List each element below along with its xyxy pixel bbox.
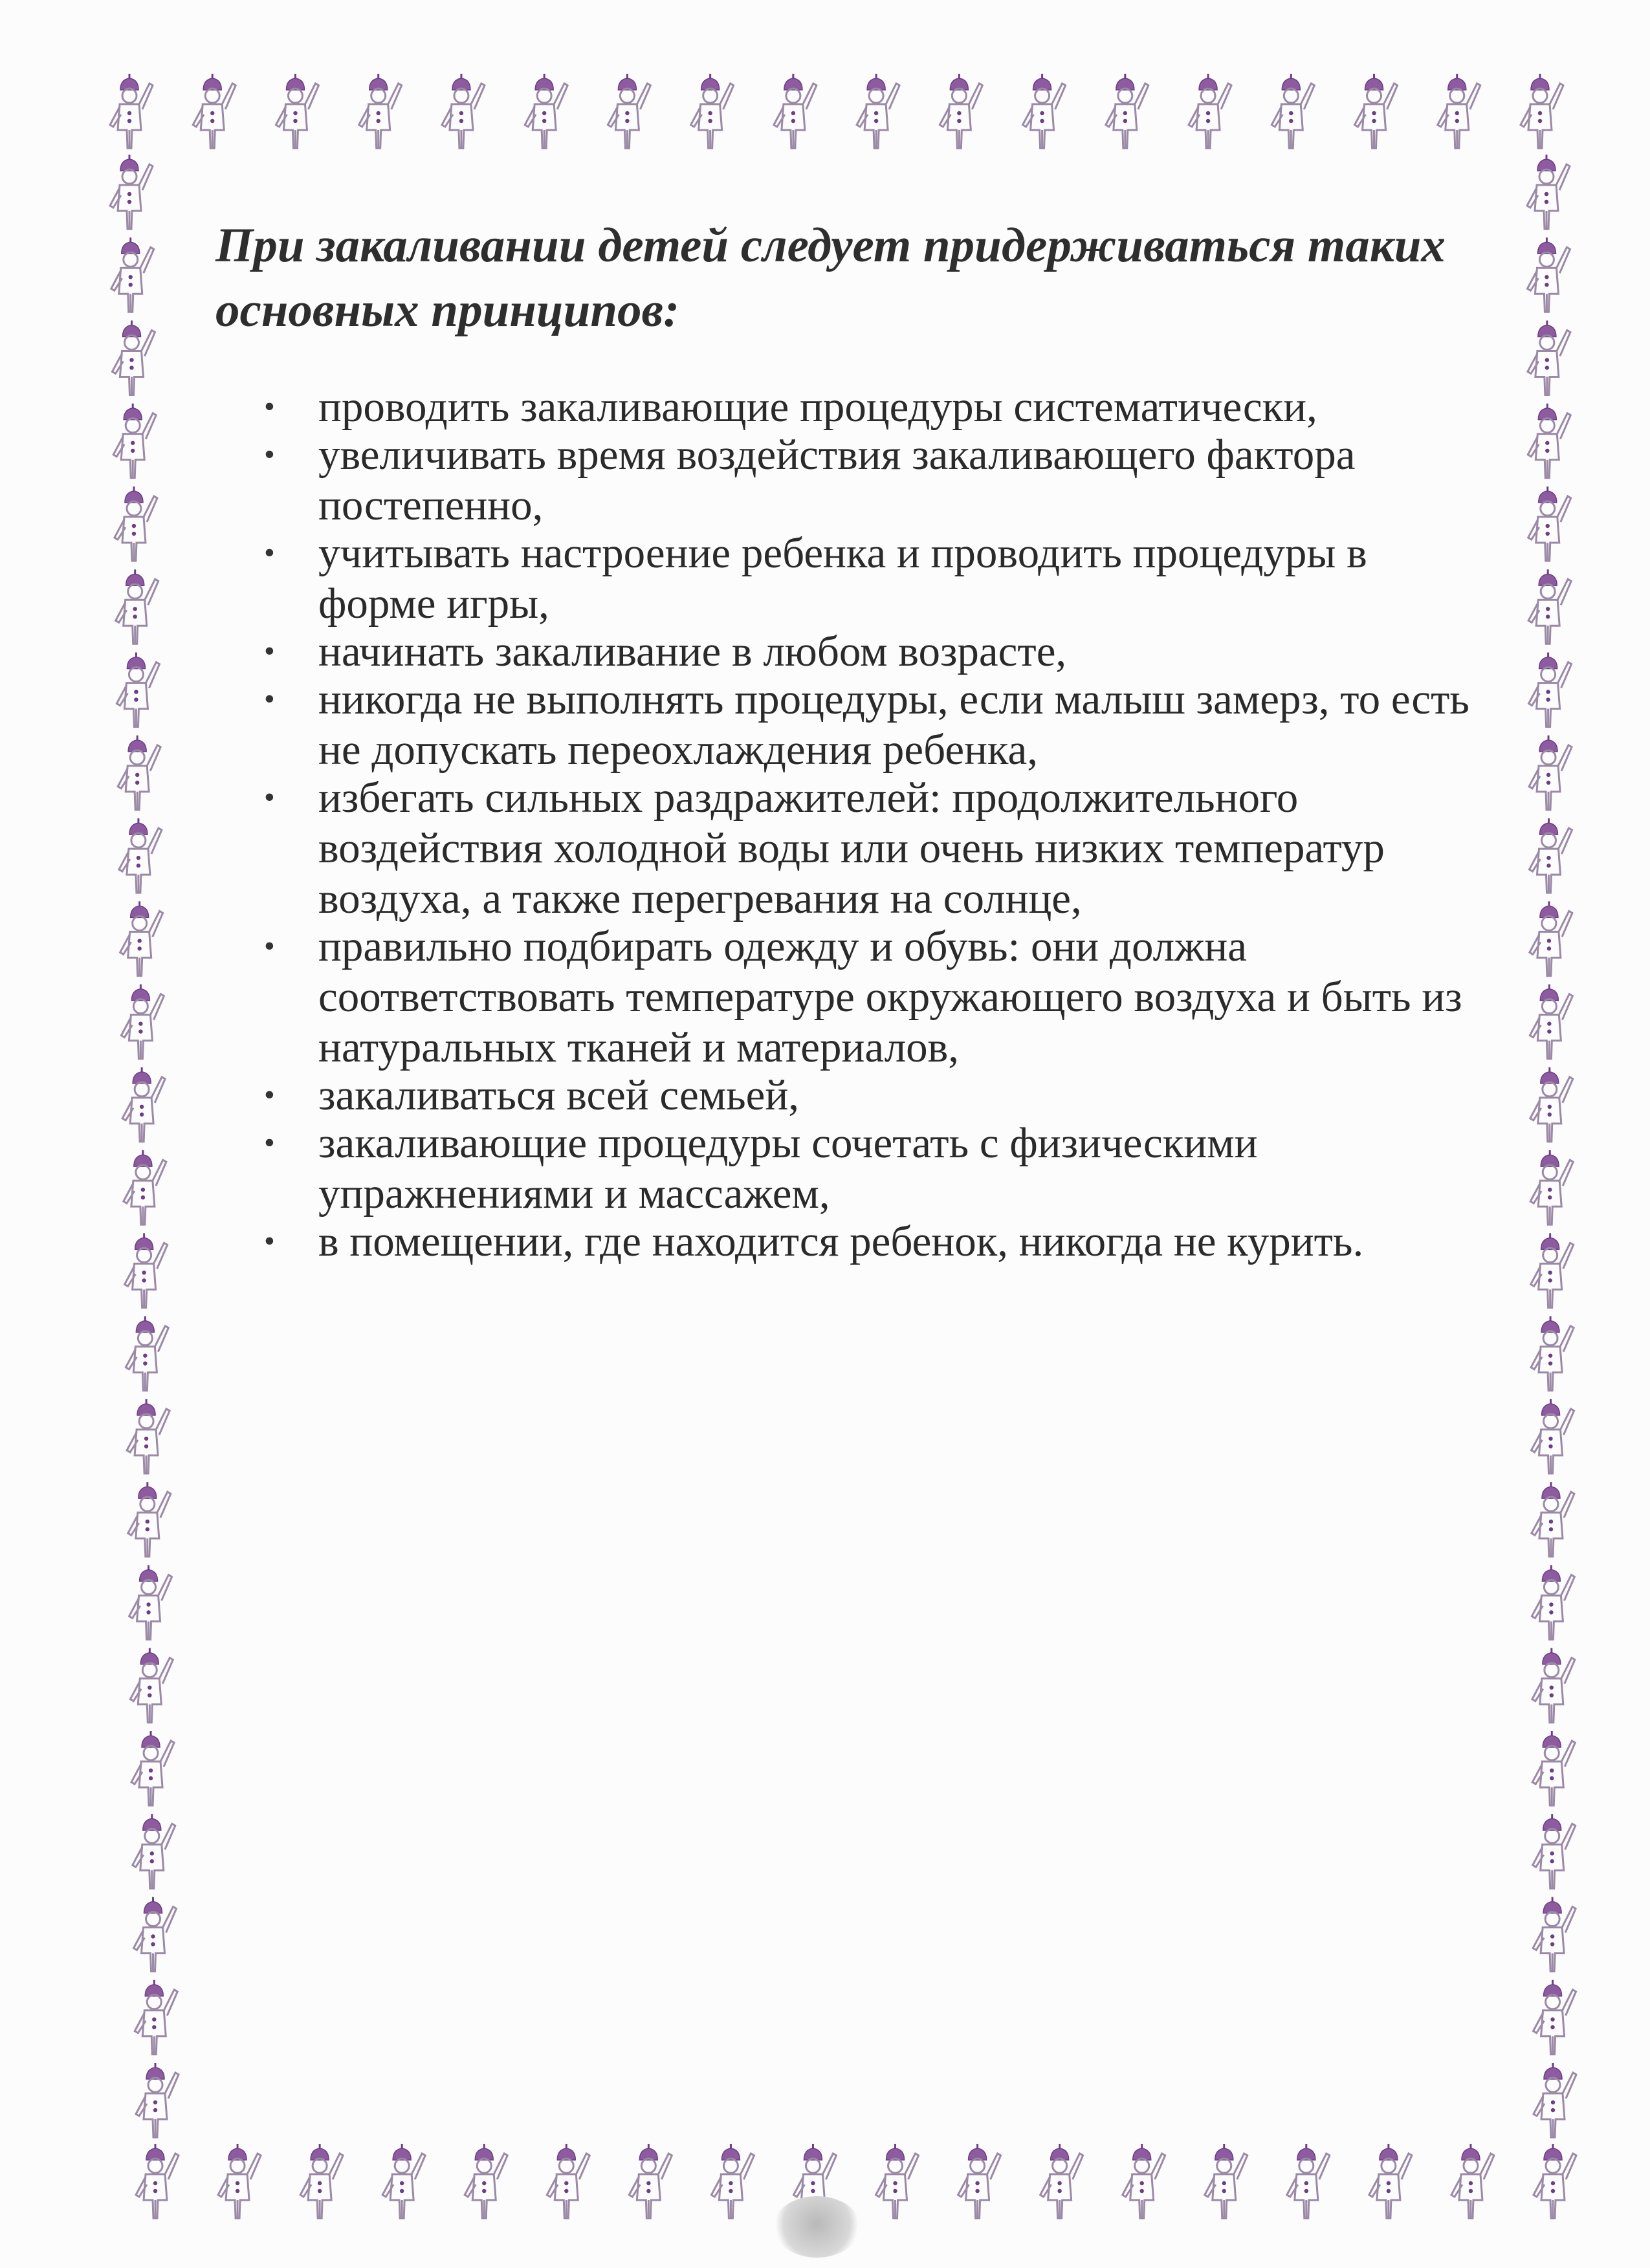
child-waving-icon: [1529, 736, 1572, 810]
child-waving-icon: [1527, 155, 1570, 229]
child-waving-icon: [382, 2144, 425, 2218]
child-waving-icon: [113, 404, 156, 478]
list-item: [259, 1216, 1475, 1267]
child-waving-icon: [1438, 74, 1480, 148]
child-waving-icon: [1528, 569, 1571, 644]
child-waving-icon: [1287, 2144, 1330, 2218]
child-waving-icon: [1189, 74, 1231, 148]
child-waving-icon: [1532, 1399, 1574, 1474]
child-waving-icon: [1534, 1980, 1576, 2055]
child-waving-icon: [1532, 1731, 1575, 1805]
bullet-icon: •: [264, 1224, 275, 1258]
child-waving-icon: [1534, 2144, 1576, 2218]
child-waving-icon: [876, 2144, 919, 2218]
bullet-icon: •: [264, 634, 275, 668]
child-waving-icon: [115, 486, 157, 561]
list-item-text: проводить закаливающие процедуры систематически,: [318, 383, 1317, 431]
child-waving-icon: [193, 74, 236, 148]
child-waving-icon: [1040, 2144, 1083, 2218]
child-waving-icon: [1528, 404, 1570, 478]
child-waving-icon: [122, 1067, 165, 1142]
child-waving-icon: [547, 2144, 589, 2218]
list-item: [259, 1070, 1475, 1120]
child-waving-icon: [119, 818, 162, 893]
list-item: [259, 674, 1475, 775]
list-item: [259, 772, 1475, 924]
child-waving-icon: [1530, 1067, 1573, 1142]
bullet-icon: •: [264, 1078, 275, 1112]
child-waving-icon: [218, 2144, 261, 2218]
child-waving-icon: [118, 736, 160, 810]
child-waving-icon: [1529, 653, 1572, 727]
child-waving-icon: [958, 2144, 1001, 2218]
child-waving-icon: [1530, 901, 1572, 976]
child-waving-icon: [1531, 1233, 1574, 1307]
child-waving-icon: [126, 1316, 168, 1391]
child-waving-icon: [110, 74, 153, 148]
list-item-text: правильно подбирать одежду и обувь: они должна соответствовать температуре окружающего воздуха и быть из натуральных тканей и материалов,: [318, 922, 1462, 1071]
bullet-icon: •: [264, 1126, 275, 1160]
child-waving-icon: [1529, 818, 1572, 893]
child-waving-icon: [940, 74, 982, 148]
scan-smudge: [773, 2196, 861, 2258]
child-waving-icon: [136, 2063, 179, 2137]
child-waving-icon: [124, 1150, 166, 1225]
list-item: [259, 1118, 1475, 1219]
child-waving-icon: [1528, 321, 1570, 395]
child-waving-icon: [125, 1233, 168, 1307]
list-item-text: в помещении, где находится ребенок, никогда не курить.: [318, 1217, 1364, 1265]
child-waving-icon: [1531, 1316, 1574, 1391]
child-waving-icon: [129, 1565, 172, 1639]
list-item-text: закаливаться всей семьей,: [318, 1071, 799, 1119]
bullet-icon: •: [264, 929, 275, 963]
page-heading: При закаливании детей следует придерживаться таких основных принципов:: [215, 219, 1446, 337]
child-waving-icon: [128, 1482, 171, 1556]
child-waving-icon: [1451, 2144, 1494, 2218]
child-waving-icon: [127, 1399, 170, 1474]
list-item-text: учитывать настроение ребенка и проводить процедуры в форме игры,: [318, 529, 1367, 627]
child-waving-icon: [691, 74, 734, 148]
child-waving-icon: [300, 2144, 343, 2218]
child-waving-icon: [131, 1731, 174, 1805]
bullet-icon: •: [264, 682, 275, 716]
child-waving-icon: [134, 1897, 177, 1971]
child-waving-icon: [276, 74, 318, 148]
child-waving-icon: [857, 74, 899, 148]
bullet-icon: •: [264, 536, 275, 570]
list-item: [259, 626, 1475, 677]
child-waving-icon: [465, 2144, 507, 2218]
list-item-text: увеличивать время воздействия закаливающего фактора постепенно,: [318, 431, 1356, 529]
child-waving-icon: [774, 74, 817, 148]
list-item: [259, 430, 1475, 530]
child-waving-icon: [442, 74, 485, 148]
child-waving-icon: [1530, 1150, 1573, 1225]
list-item-text: никогда не выполнять процедуры, если малыш замерз, то есть не допускать переохлаждения ребенка,: [318, 675, 1469, 774]
child-waving-icon: [1530, 985, 1572, 1059]
child-waving-icon: [1533, 1814, 1576, 1888]
child-waving-icon: [110, 155, 153, 229]
child-waving-icon: [121, 985, 164, 1059]
child-waving-icon: [1369, 2144, 1412, 2218]
bullet-icon: •: [264, 437, 275, 472]
child-waving-icon: [116, 569, 159, 644]
child-waving-icon: [525, 74, 567, 148]
list-item: [259, 921, 1475, 1073]
bullet-icon: •: [264, 389, 275, 424]
child-waving-icon: [1355, 74, 1398, 148]
list-item-text: закаливающие процедуры сочетать с физическими упражнениями и массажем,: [318, 1119, 1258, 1217]
child-waving-icon: [112, 321, 155, 395]
list-item: [259, 528, 1475, 629]
principles-list: [259, 382, 1475, 1267]
child-waving-icon: [1023, 74, 1066, 148]
child-waving-icon: [1528, 486, 1571, 561]
child-waving-icon: [1532, 1565, 1574, 1639]
list-item-text: избегать сильных раздражителей: продолжительного воздействия холодной воды или очень низких температур воздуха, а также перегревания на солнце,: [318, 774, 1385, 922]
child-waving-icon: [629, 2144, 672, 2218]
child-waving-icon: [120, 901, 163, 976]
child-waving-icon: [116, 653, 159, 727]
list-item: [259, 382, 1475, 432]
child-waving-icon: [711, 2144, 754, 2218]
child-waving-icon: [1123, 2144, 1165, 2218]
child-waving-icon: [135, 1980, 177, 2055]
child-waving-icon: [1205, 2144, 1248, 2218]
child-waving-icon: [133, 1814, 175, 1888]
bullet-icon: •: [264, 780, 275, 814]
list-item-text: начинать закаливание в любом возрасте,: [318, 627, 1067, 675]
child-waving-icon: [1521, 74, 1563, 148]
child-waving-icon: [1533, 1897, 1576, 1971]
child-waving-icon: [1106, 74, 1149, 148]
child-waving-icon: [359, 74, 402, 148]
child-waving-icon: [608, 74, 650, 148]
child-waving-icon: [1532, 1648, 1575, 1723]
child-waving-icon: [1271, 74, 1314, 148]
child-waving-icon: [1532, 1482, 1574, 1556]
child-waving-icon: [1527, 237, 1570, 312]
child-waving-icon: [130, 1648, 173, 1723]
child-waving-icon: [136, 2144, 179, 2218]
child-waving-icon: [1534, 2063, 1576, 2137]
child-waving-icon: [111, 237, 154, 312]
